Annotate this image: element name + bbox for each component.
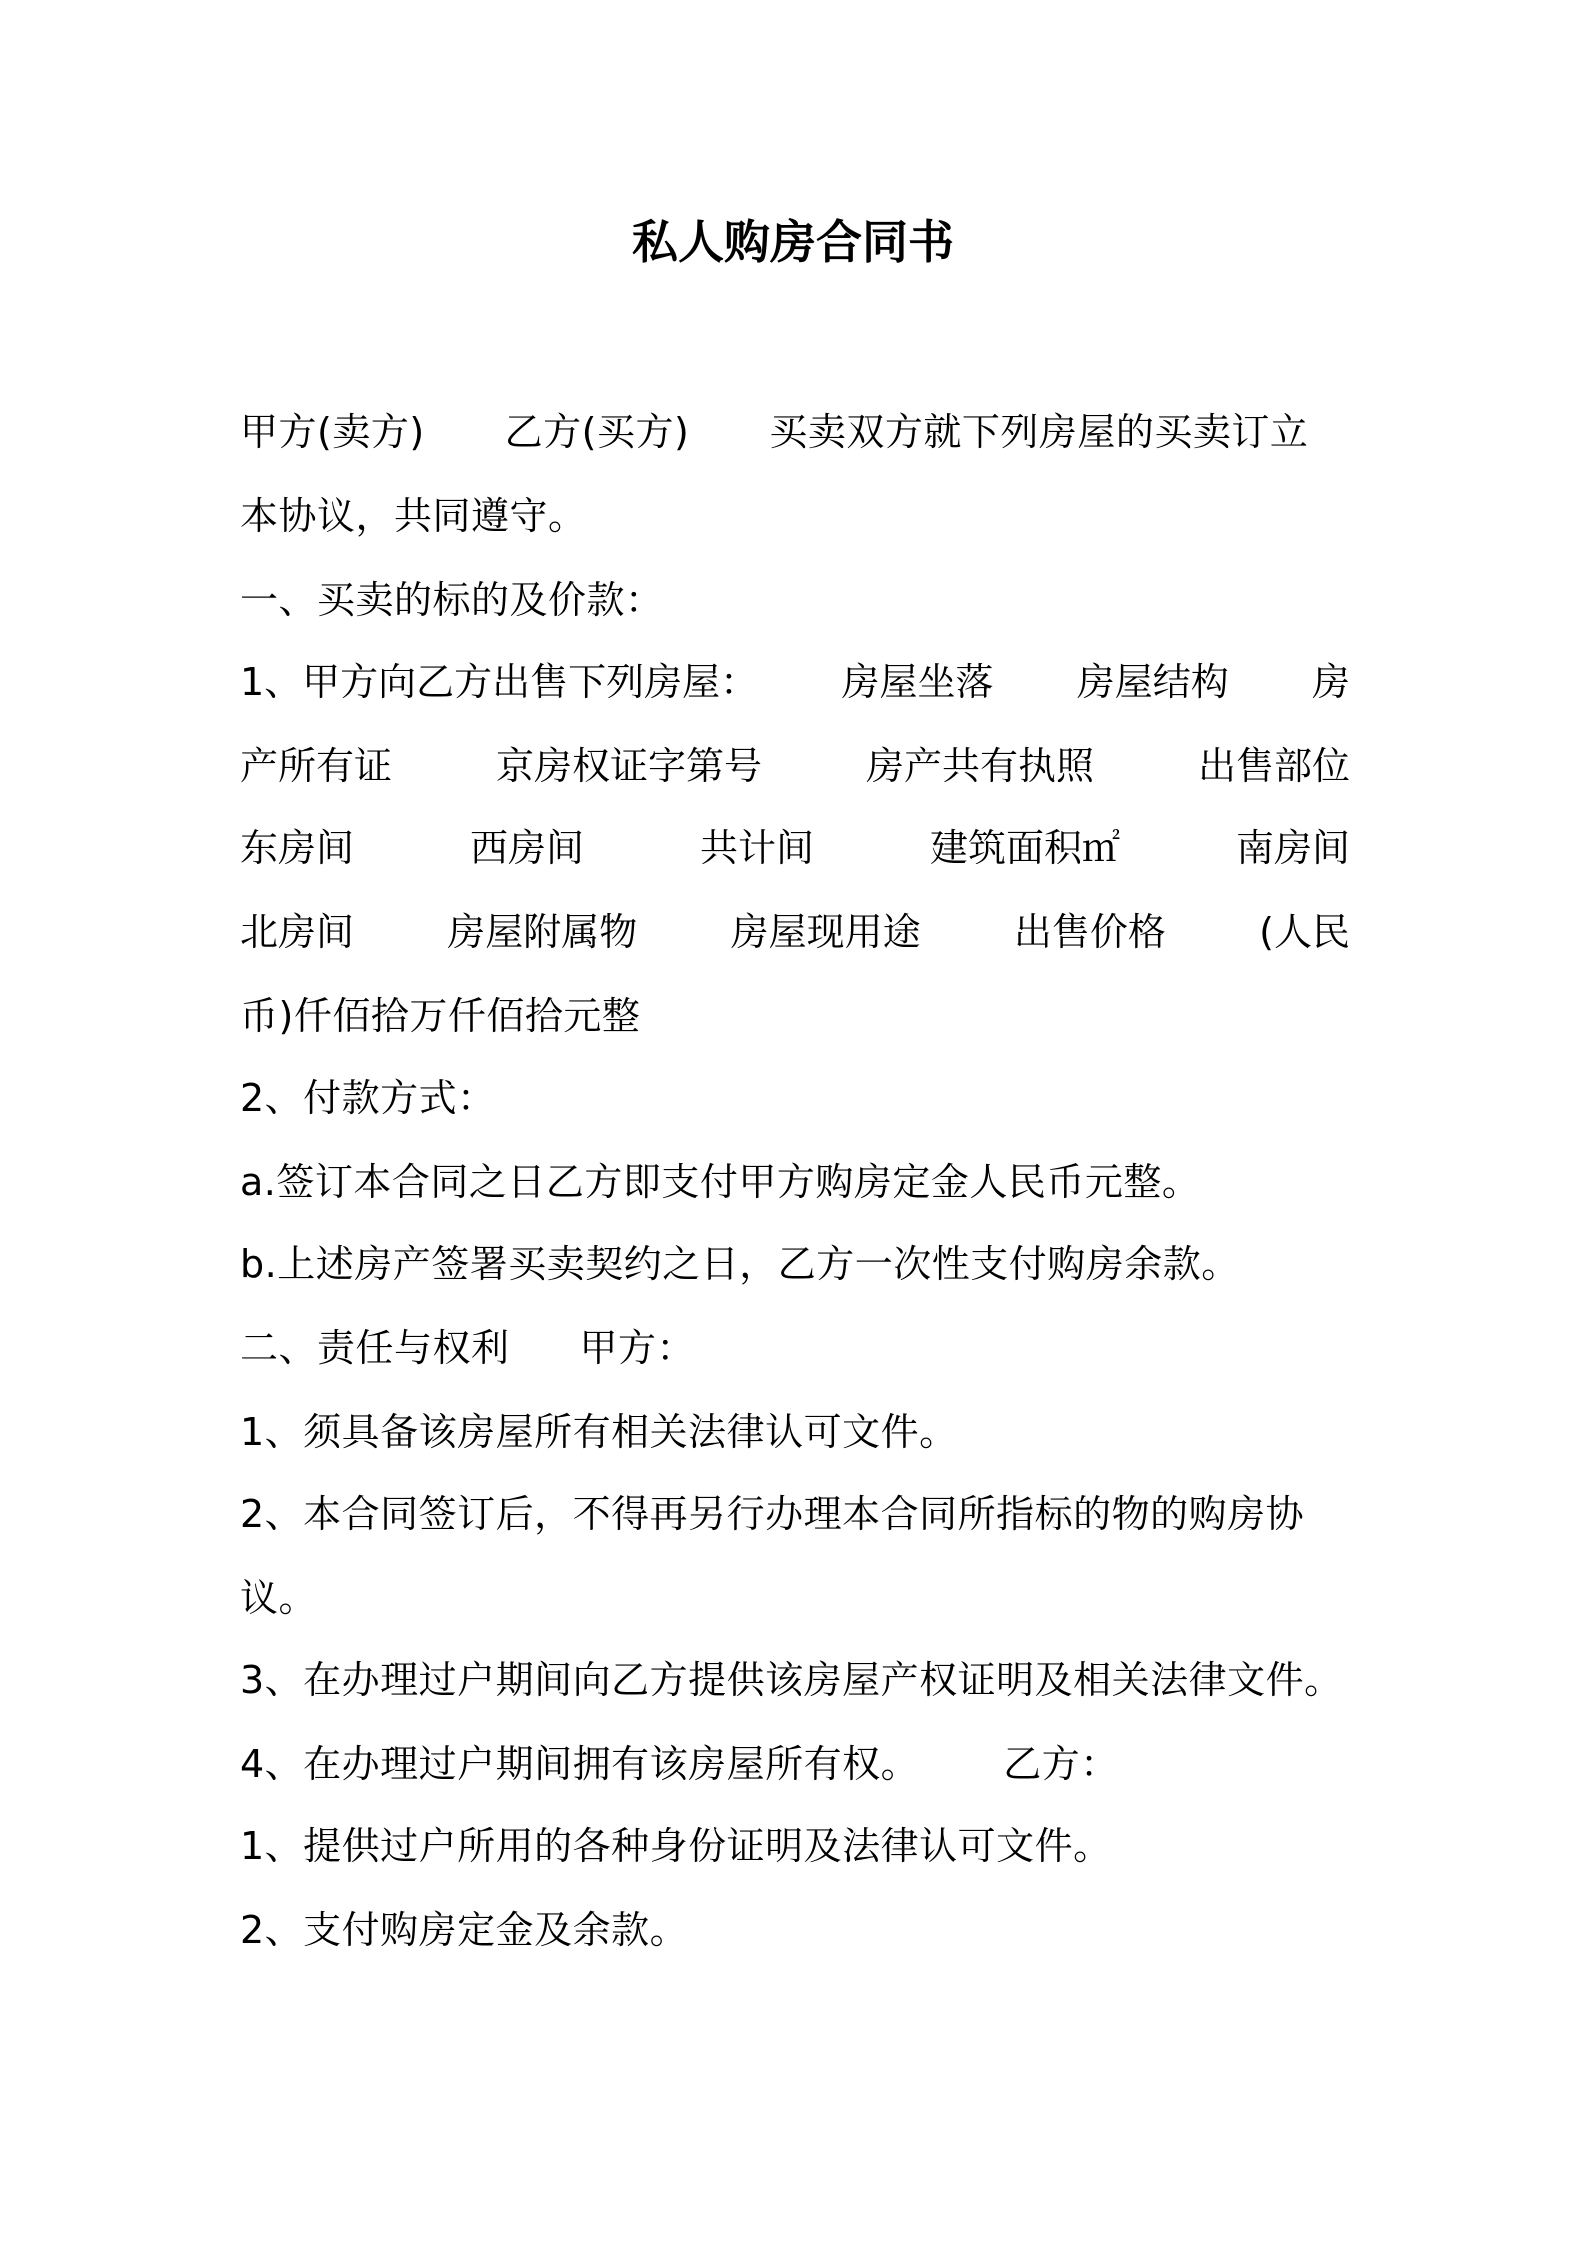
item-1-line-2 [240,740,1350,792]
party-a-item-1: 1、须具备该房屋所有相关法律认可文件。 [240,1410,958,1454]
section-1-heading: 一、买卖的标的及价款： [240,578,664,622]
item-1-line-5: 币)仟佰拾万仟佰拾元整 [240,994,641,1038]
section-2-heading-line [240,1322,695,1374]
field-structure: 房屋结构 [1076,660,1229,704]
party-a-item-4: 4、在办理过户期间拥有该房屋所有权。 [240,1742,920,1786]
field-west-rooms: 西房间 [469,826,584,870]
item-2-heading: 2、付款方式： [240,1076,496,1120]
item-1-line-4 [240,906,1350,958]
party-a-item-2: 2、本合同签订后，不得再另行办理本合同所指标的物的购房协 [240,1492,1305,1536]
field-property-start: 房 [1311,660,1350,704]
party-a-item-4-line [240,1738,1119,1790]
section-2-heading: 二、责任与权利 [240,1326,510,1370]
party-a-item-2-cont: 议。 [240,1576,318,1620]
intro-text: 买卖双方就下列房屋的买卖订立 [769,410,1309,454]
field-cert-number: 京房权证字第号 [495,744,762,788]
intro-line-1 [240,406,1308,458]
party-b-label: 乙方(买方) [504,410,690,454]
item-1-line-1 [240,656,1350,708]
field-current-use: 房屋现用途 [730,910,921,954]
item-2b: b.上述房产签署买卖契约之日，乙方一次性支付购房余款。 [240,1242,1240,1286]
field-location: 房屋坐落 [841,660,994,704]
field-east-rooms: 东房间 [240,826,355,870]
item-2a: a.签订本合同之日乙方即支付甲方购房定金人民币元整。 [240,1160,1201,1204]
field-south-rooms: 南房间 [1235,826,1350,870]
item-1-line-3 [240,822,1350,874]
field-attachments: 房屋附属物 [447,910,638,954]
party-a-item-3: 3、在办理过户期间向乙方提供该房屋产权证明及相关法律文件。 [240,1658,1343,1702]
field-floor-area: 建筑面积㎡ [929,826,1120,870]
field-sale-price: 出售价格 [1013,910,1166,954]
party-a-label: 甲方(卖方) [240,410,425,454]
party-b-item-2: 2、支付购房定金及余款。 [240,1908,689,1952]
party-b-item-1: 1、提供过户所用的各种身份证明及法律认可文件。 [240,1824,1112,1868]
party-a-responsibility-label: 甲方： [579,1326,696,1370]
field-currency-start: (人民 [1259,910,1350,954]
field-ownership-cert: 产所有证 [240,744,393,788]
item-1-lead: 1、甲方向乙方出售下列房屋： [240,660,759,704]
party-b-responsibility-label: 乙方： [1003,1742,1119,1786]
page-title: 私人购房合同书 [632,215,954,269]
field-total-rooms: 共计间 [699,826,814,870]
field-co-ownership: 房产共有执照 [865,744,1094,788]
field-north-rooms: 北房间 [240,910,355,954]
intro-line-2: 本协议，共同遵守。 [240,494,587,538]
field-sale-part: 出售部位 [1197,744,1350,788]
